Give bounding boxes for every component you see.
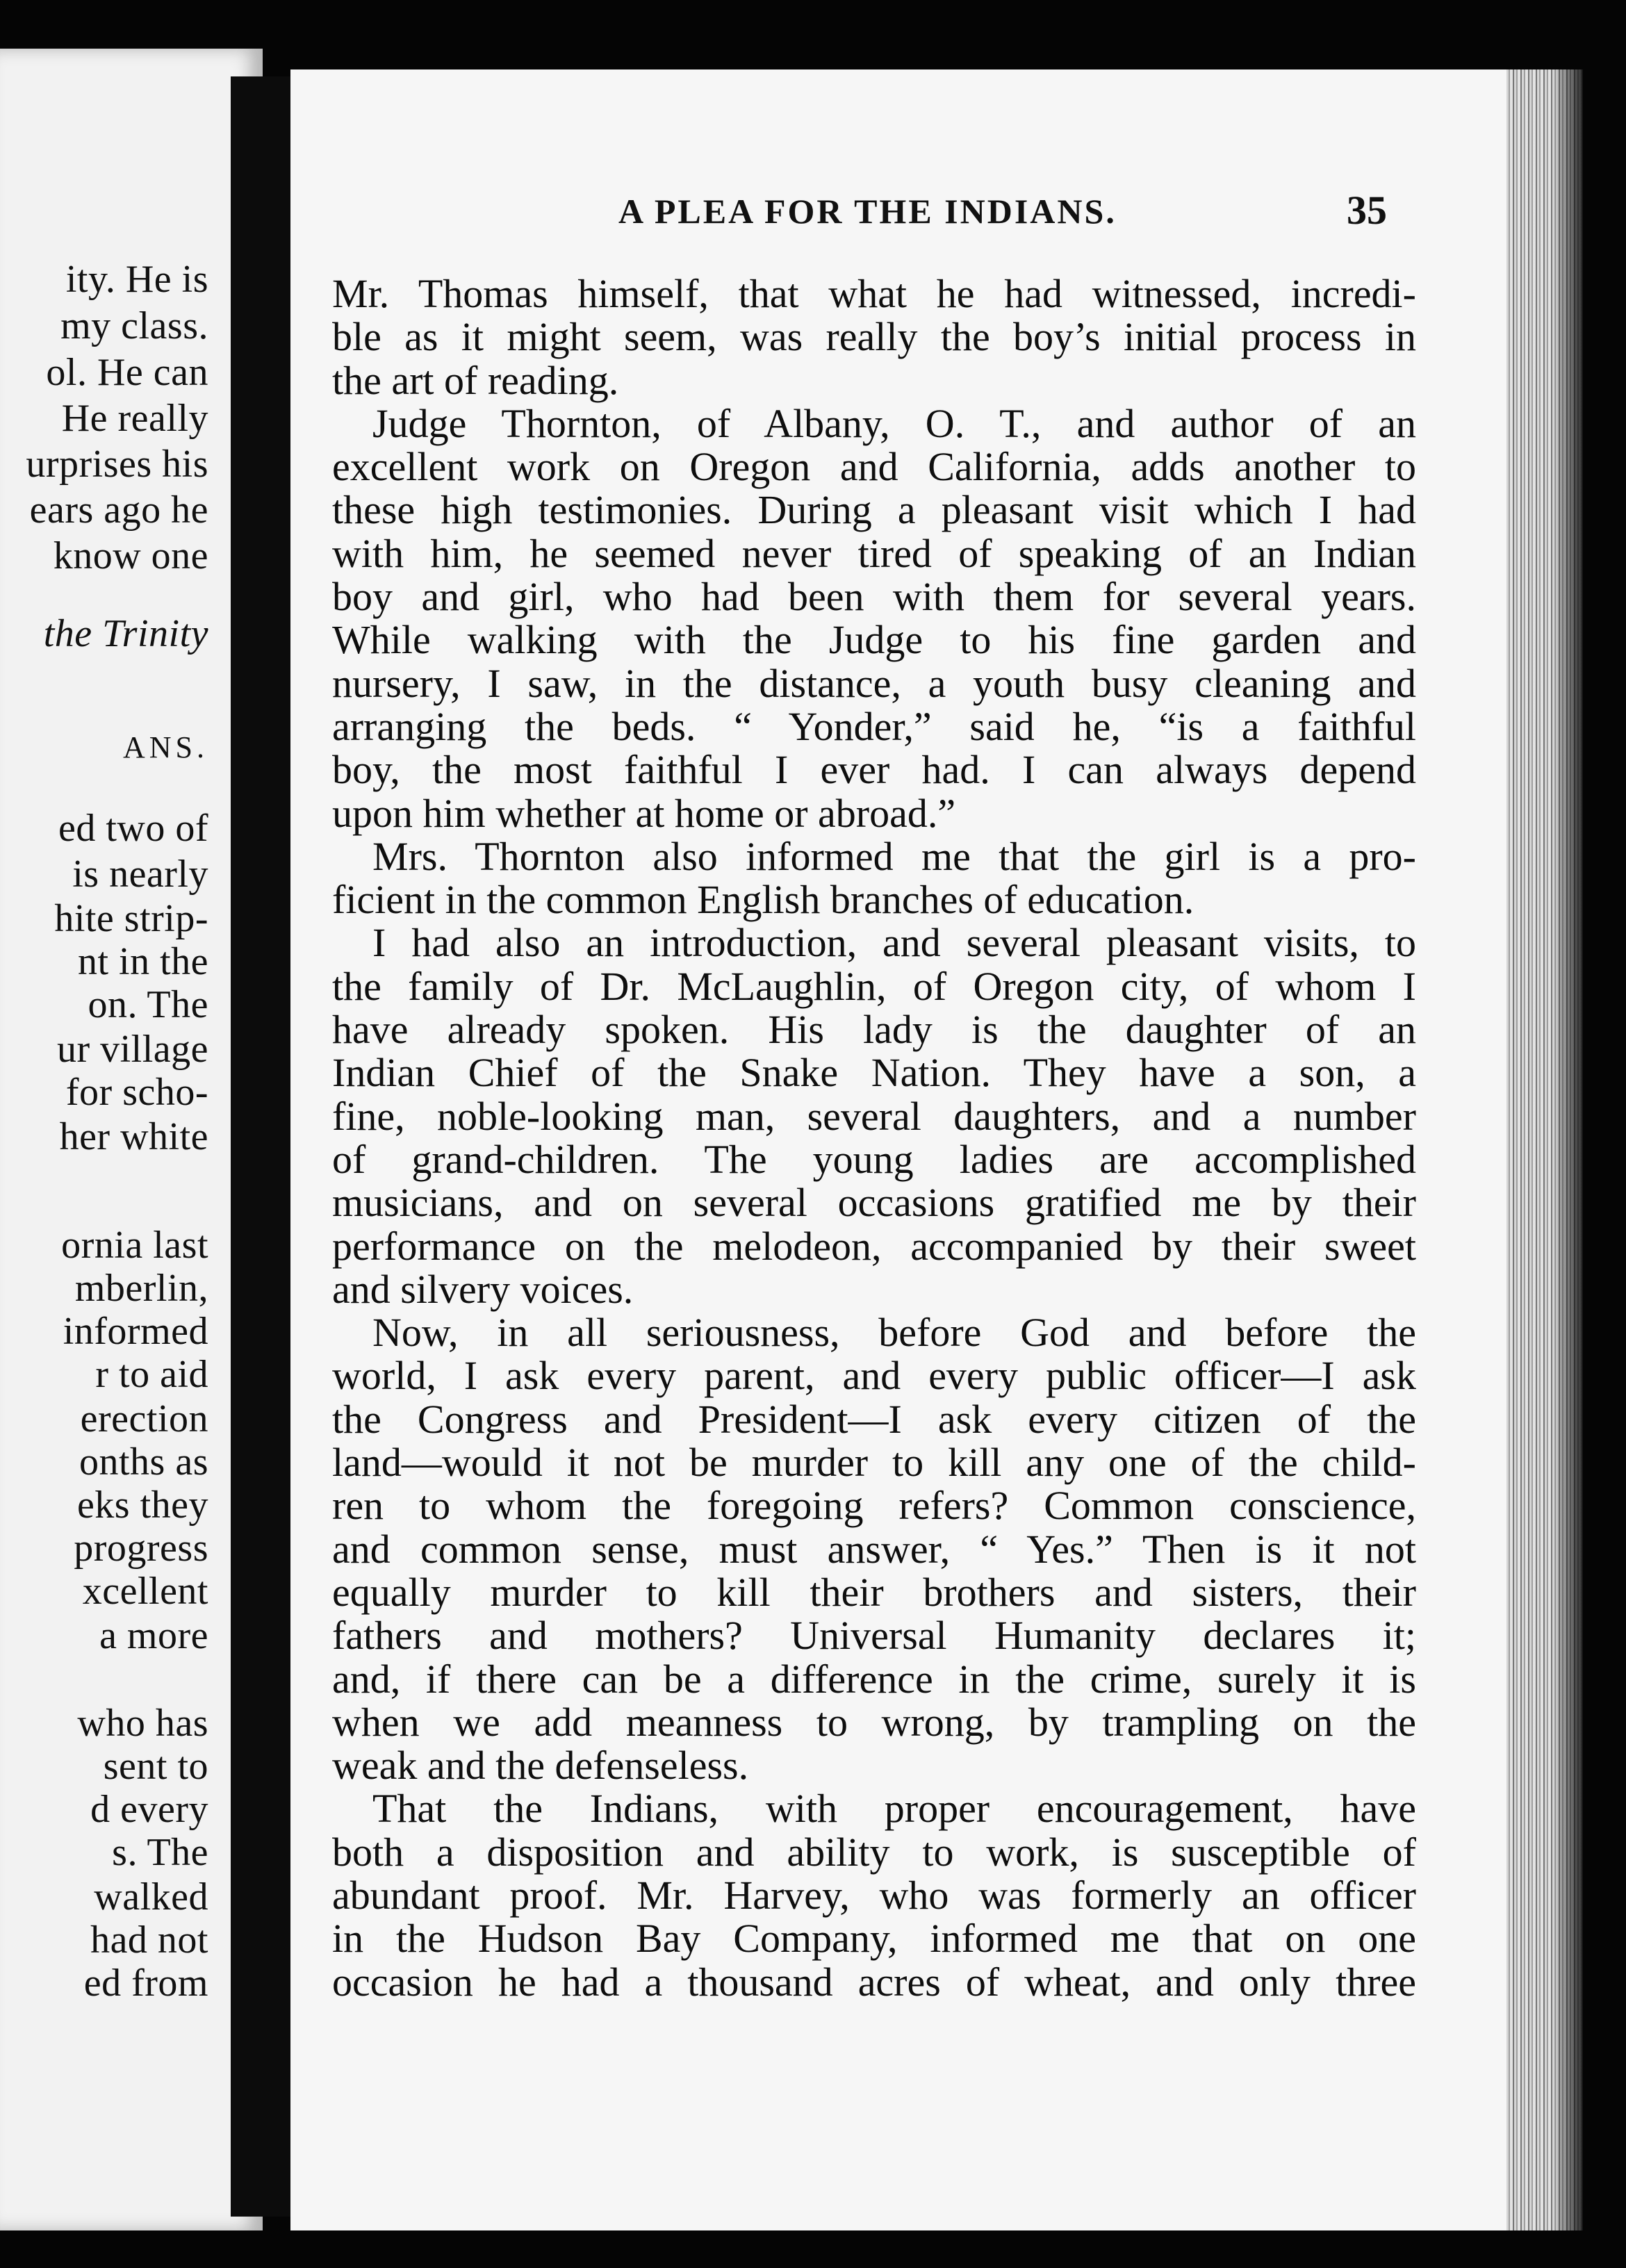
previous-page-line: ornia last (61, 1224, 208, 1267)
previous-page-line: hite strip- (54, 897, 208, 940)
text-line: fine, noble-looking man, several daughters, and a number (332, 1093, 1416, 1139)
text-line: the art of reading. (332, 357, 619, 403)
previous-page-line: ed from (83, 1962, 208, 2005)
text-line: weak and the defenseless. (332, 1743, 749, 1789)
previous-page-line: ears ago he (29, 488, 208, 532)
book-gutter (231, 76, 292, 2217)
page-edge-shadow (1555, 69, 1583, 2230)
previous-page-line: the Trinity (43, 612, 208, 655)
text-line: nursery, I saw, in the distance, a youth busy cleaning and (332, 660, 1416, 706)
previous-page-line: a more (99, 1614, 208, 1657)
previous-page-line: nt in the (77, 940, 208, 983)
text-line: upon him whether at home or abroad.” (332, 790, 956, 836)
page-number: 35 (1347, 188, 1387, 233)
previous-page-line: xcellent (82, 1570, 208, 1613)
previous-page-line: had not (90, 1918, 208, 1962)
paragraph (332, 272, 1416, 402)
text-line: abundant proof. Mr. Harvey, who was formerly an officer (332, 1872, 1416, 1918)
text-line: and, if there can be a difference in the crime, surely it is (332, 1656, 1416, 1702)
text-line: Mr. Thomas himself, that what he had witnessed, incredi- (332, 271, 1416, 316)
text-line: the Congress and President—I ask every citizen of the (332, 1396, 1416, 1442)
text-line: performance on the melodeon, accompanied by their sweet (332, 1223, 1416, 1269)
text-line: of grand-children. The young ladies are accomplished (332, 1136, 1416, 1182)
text-line: arranging the beds. “ Yonder,” said he, “is a faithful (332, 703, 1416, 749)
previous-page-line: r to aid (95, 1353, 208, 1396)
text-line: I had also an introduction, and several pleasant visits, to (372, 920, 1416, 966)
paragraph (332, 921, 1416, 1311)
previous-page-line: d every (90, 1788, 208, 1831)
text-line: with him, he seemed never tired of speaking of an Indian (332, 530, 1416, 576)
previous-page-line: He really (61, 397, 208, 440)
text-line: the family of Dr. McLaughlin, of Oregon city, of whom I (332, 963, 1416, 1009)
paragraph (332, 835, 1416, 922)
text-line: these high testimonies. During a pleasant visit which I had (332, 487, 1416, 533)
current-page (290, 69, 1583, 2230)
previous-page-line: walked (94, 1875, 208, 1918)
previous-page-line: on. The (88, 983, 208, 1026)
paragraph (332, 402, 1416, 835)
text-line: Judge Thornton, of Albany, O. T., and author of an (372, 400, 1416, 446)
text-line: occasion he had a thousand acres of wheat, and only three (332, 1959, 1416, 2005)
text-line: have already spoken. His lady is the daughter of an (332, 1007, 1416, 1053)
previous-page-line: who has (77, 1702, 208, 1745)
page-header (290, 188, 1583, 247)
previous-page-line: ur village (56, 1028, 208, 1071)
previous-page-line: ity. He is (65, 258, 208, 301)
previous-page-line: ed two of (58, 807, 208, 850)
text-line: land—would it not be murder to kill any one of the child- (332, 1440, 1416, 1486)
previous-page-fragment (0, 49, 263, 2230)
previous-page-line: mberlin, (74, 1267, 208, 1310)
text-line: when we add meanness to wrong, by trampling on the (332, 1699, 1416, 1745)
paragraph (332, 1787, 1416, 2003)
page-body (332, 272, 1416, 2004)
text-line: musicians, and on several occasions gratified me by their (332, 1180, 1416, 1226)
text-line: excellent work on Oregon and California, adds another to (332, 444, 1416, 490)
previous-page-line: eks they (76, 1484, 208, 1527)
previous-page-line: informed (63, 1310, 208, 1353)
text-line: equally murder to kill their brothers and sisters, their (332, 1569, 1416, 1615)
text-line: ble as it might seem, was really the boy’s initial process in (332, 314, 1416, 360)
text-line: boy and girl, who had been with them for several years. (332, 574, 1416, 620)
previous-page-line: urprises his (26, 443, 208, 486)
previous-page-line: sent to (103, 1745, 208, 1788)
text-line: That the Indians, with proper encouragement, have (372, 1786, 1416, 1832)
previous-page-line: her white (59, 1115, 208, 1158)
text-line: and common sense, must answer, “ Yes.” Then is it not (332, 1526, 1416, 1572)
text-line: ren to whom the foregoing refers? Common conscience, (332, 1483, 1416, 1529)
text-line: Indian Chief of the Snake Nation. They have a son, a (332, 1050, 1416, 1096)
previous-page-line: onths as (79, 1440, 208, 1484)
text-line: and silvery voices. (332, 1266, 634, 1312)
running-head: A PLEA FOR THE INDIANS. (618, 192, 1117, 231)
text-line: boy, the most faithful I ever had. I can always depend (332, 747, 1416, 793)
previous-page-line: ol. He can (46, 351, 208, 394)
previous-page-line: is nearly (72, 853, 208, 896)
text-line: world, I ask every parent, and every public officer—I ask (332, 1353, 1416, 1399)
previous-page-line: ANS. (122, 730, 208, 764)
text-line: While walking with the Judge to his fine garden and (332, 617, 1416, 663)
paragraph (332, 1311, 1416, 1787)
text-line: Now, in all seriousness, before God and before the (372, 1310, 1416, 1356)
text-line: both a disposition and ability to work, is susceptible of (332, 1829, 1416, 1875)
text-line: Mrs. Thornton also informed me that the girl is a pro- (372, 833, 1416, 879)
previous-page-line: for scho- (65, 1071, 208, 1114)
previous-page-line: know one (53, 534, 208, 577)
previous-page-line: progress (74, 1527, 208, 1570)
text-line: fathers and mothers? Universal Humanity declares it; (332, 1613, 1416, 1659)
previous-page-line: erection (80, 1397, 208, 1440)
previous-page-line: s. The (112, 1831, 208, 1874)
text-line: in the Hudson Bay Company, informed me that on one (332, 1916, 1416, 1962)
previous-page-line: my class. (60, 304, 208, 347)
text-line: ficient in the common English branches of education. (332, 877, 1194, 923)
